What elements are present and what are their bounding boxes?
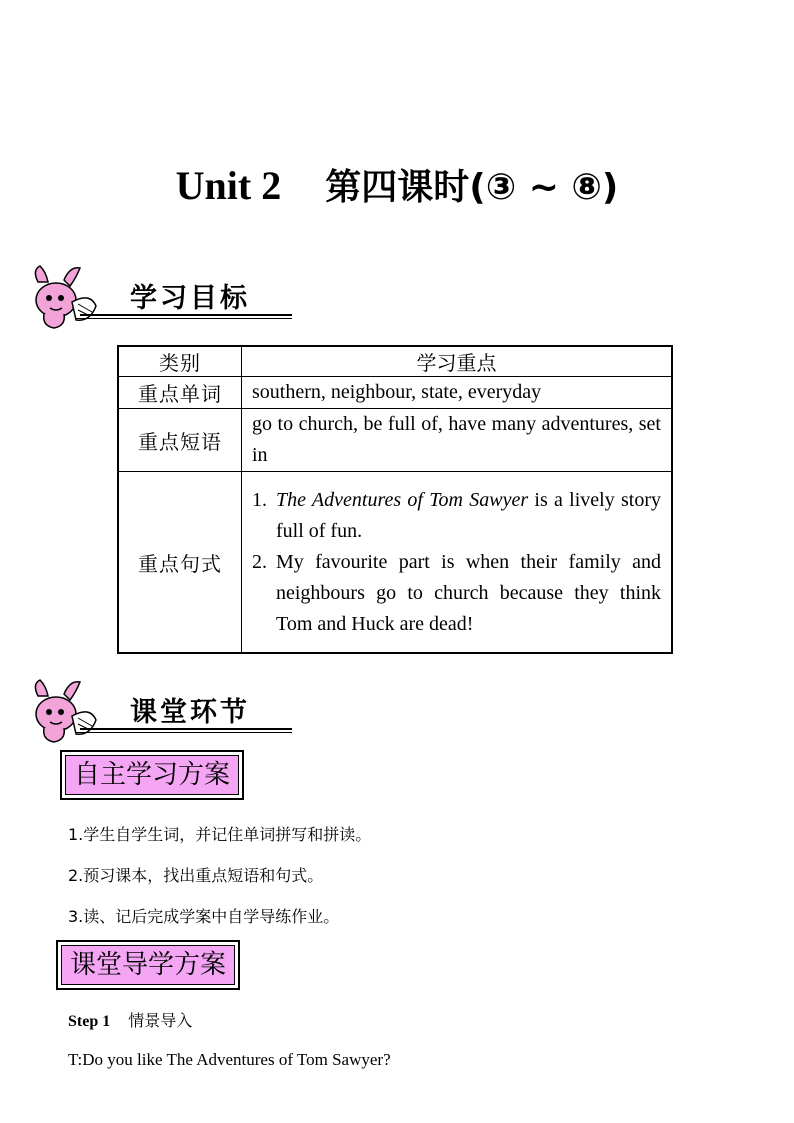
sentence-item [252,547,661,640]
row-content [242,472,673,654]
mascot-icon [30,262,104,332]
lesson-label: 第四课时(③ ~ ⑧) [325,167,619,208]
sentence-item [252,485,661,547]
table-header-row [118,346,672,377]
header-focus: 学习重点 [242,346,673,377]
class-guide-label: 课堂导学方案 [61,945,235,985]
table-row [118,377,672,409]
dialog-line: T:Do you like The Adventures of Tom Sawyer? [68,1050,391,1069]
row-category: 重点单词 [118,377,242,409]
table-row [118,472,672,654]
table-row [118,409,672,472]
self-study-label-box [60,750,244,800]
goals-section-heading [30,262,270,332]
page-title [0,158,794,216]
row-content: southern, neighbour, state, everyday [242,377,673,409]
class-heading-text: 课堂环节 [130,697,250,728]
header-category: 类别 [118,346,242,377]
step-heading [68,1008,192,1031]
goals-table [117,345,673,654]
step-title: 情景导入 [128,1011,193,1030]
class-guide-label-box [56,940,240,990]
sentence-text: is a lively story full of fun. [276,488,662,542]
step-number: Step 1 [68,1013,111,1030]
list-item: 1.学生自学生词，并记住单词拼写和拼读。 [68,825,372,844]
list-item: 3.读、记后完成学案中自学导练作业。 [68,907,340,926]
heading-underline [76,732,292,733]
book-title: The Adventures of Tom Sawyer [276,488,529,511]
row-category: 重点短语 [118,409,242,472]
mascot-icon [30,676,104,746]
sentence-text: My favourite part is when their family and neighbours go to church because they think Tom and Huck are dead! [276,550,661,635]
row-content: go to church, be full of, have many adventures, set in [242,409,673,472]
sentence-number: 2. [252,550,267,573]
heading-underline [76,318,292,319]
sentence-number: 1. [252,488,267,511]
heading-underline [80,314,292,316]
class-section-heading [30,676,270,746]
unit-label: Unit 2 [175,163,282,208]
row-category: 重点句式 [118,472,242,654]
self-study-label: 自主学习方案 [65,755,239,795]
list-item: 2.预习课本，找出重点短语和句式。 [68,866,324,885]
heading-underline [80,728,292,730]
goals-heading-text: 学习目标 [130,283,250,314]
